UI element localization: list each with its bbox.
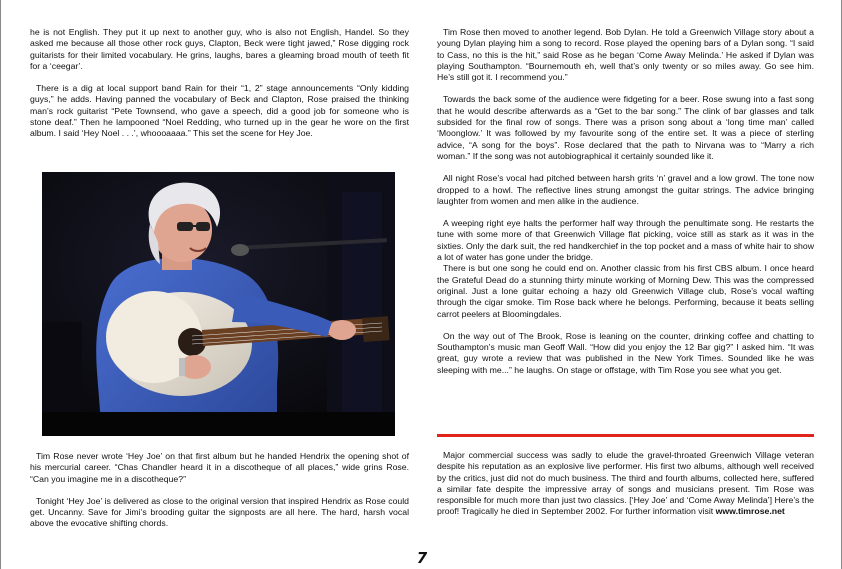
left-column bbox=[30, 27, 409, 140]
left-column-bottom bbox=[30, 451, 409, 530]
right-paragraph-6: On the way out of The Brook, Rose is leaning on the counter, drinking coffee and chatting to Southampton’s music man Geoff Wall. “How did you enjoy the 12 Bar gig?” I asked him. “It was great, guy wrote a review that was published in the New York Times. Sounded like he was sleeping with me...” he laughs. On stage or offstage, with Tim Rose you see what you get. bbox=[437, 330, 814, 375]
right-paragraph-3: All night Rose’s vocal had pitched between harsh grits ‘n’ gravel and a low growl. The tone now dropped to a howl. The reflective lines strung amongst the guitar strings. The advice bringing laughter from women and men alike in the audience. bbox=[437, 173, 814, 206]
right-paragraph-4: A weeping right eye halts the performer half way through the penultimate song. He restarts the tune with some more of that Greenwich Village flat picking, voice still as stark as it was in the sixties. Only the dark suit, the red handkerchief in the top pocket and a mass of white hair to show a lot of water has gone under the bridge. bbox=[437, 218, 814, 263]
page-number: 7 bbox=[416, 549, 428, 567]
right-column bbox=[437, 27, 814, 376]
right-paragraph-1: Tim Rose then moved to another legend. Bob Dylan. He told a Greenwich Village story about a young Dylan playing him a song to record. Rose played the opening bars of a Dylan song. “I said to Cass, no this is the hit,” said Rose as he began ‘Come Away Melinda.’ He asked if Dylan was playing Southampton. “Bournemouth eh, well that’s only twenty or so miles away. Go see him. He’s still got it. I recommend you.” bbox=[437, 27, 814, 83]
left-paragraph-1: he is not English. They put it up next to another guy, who is also not English, Handel. So they asked me because all those other rock guys, Clapton, Beck were tight jawed,” Rose digging rock guitarists for their limited vocabulary. He grins, laughs, bares a gleaming broad mouth of teeth fit for a ‘ceegar’. bbox=[30, 27, 409, 71]
left-paragraph-2: There is a dig at local support band Rain for their “1, 2” stage announcements “Only kidding guys,” he adds. Having panned the vocabulary of Beck and Clapton, Rose praised the thinking man’s rock guitarist “Pete Townsend, who gave a speech, did a good job for someone who is stone deaf.” Then he lampooned “Noel Redding, who turned up in the gear he wore on the first album. I said ‘Hey Noel . . .’, whoooaaaa.” This set the scene for Hey Joe. bbox=[30, 83, 409, 139]
left-bottom-paragraph-2: Tonight ‘Hey Joe’ is delivered as close to the original version that inspired Hendrix as Rose could get. Uncanny. Save for Jimi’s brooding guitar the signposts are all here. The hard, harsh vocal above the evocative shifting chords. bbox=[30, 495, 409, 529]
left-bottom-paragraph-1: Tim Rose never wrote ‘Hey Joe’ on that first album but he handed Hendrix the opening shot of his mercurial career. “Chas Chandler heard it in a discotheque of all places,” wide grins Rose. “Can you imagine me in a discotheque?” bbox=[30, 451, 409, 484]
website-link[interactable]: www.timrose.net bbox=[715, 506, 785, 517]
red-divider-rule bbox=[437, 434, 814, 437]
closing-text: Major commercial success was sadly to elude the gravel-throated Greenwich Village veteran despite his reputation as an explosive live performer. His first two albums, although well received by the critics, just did not do much business. The third and fourth albums, collected here, suffered a similar fate despite the impressive array of songs and musicians present. Tim Rose was responsible for much more than just two classics. [‘Hey Joe’ and ‘Come Away Melinda’] Here’s the proof! Tragically he died in September 2002. For further information visit bbox=[437, 450, 814, 517]
closing-paragraph bbox=[437, 450, 814, 518]
performer-photo bbox=[42, 172, 395, 436]
closing-note bbox=[437, 450, 814, 518]
right-paragraph-5: There is but one song he could end on. Another classic from his first CBS album. I once heard the Grateful Dead do a stunning thirty minute working of Morning Dew. This was the compressed original. Just a lone guitar echoing a hazy old Greenwich Village club, Rose’s vocal wafting through the cigar smoke. Tim Rose back where he belongs. Performing, because it beats selling carrot peelers at Bloomingdales. bbox=[437, 263, 814, 319]
right-paragraph-2: Towards the back some of the audience were fidgeting for a beer. Rose swung into a fast song that he would describe afterwards as a “Get to the bar song.” The clink of bar glasses and talk subsided for the final row of songs. There was a prison song about a ‘long time man’ called ‘Moonglow.’ It was followed by my favourite song of the entire set. It was a piece of sterling advice, “A song for the boys”. Rose declared that the path to Nirvana was to “Marry a rich woman.” If the song was not autobiographical it certainly sounded like it. bbox=[437, 94, 814, 161]
